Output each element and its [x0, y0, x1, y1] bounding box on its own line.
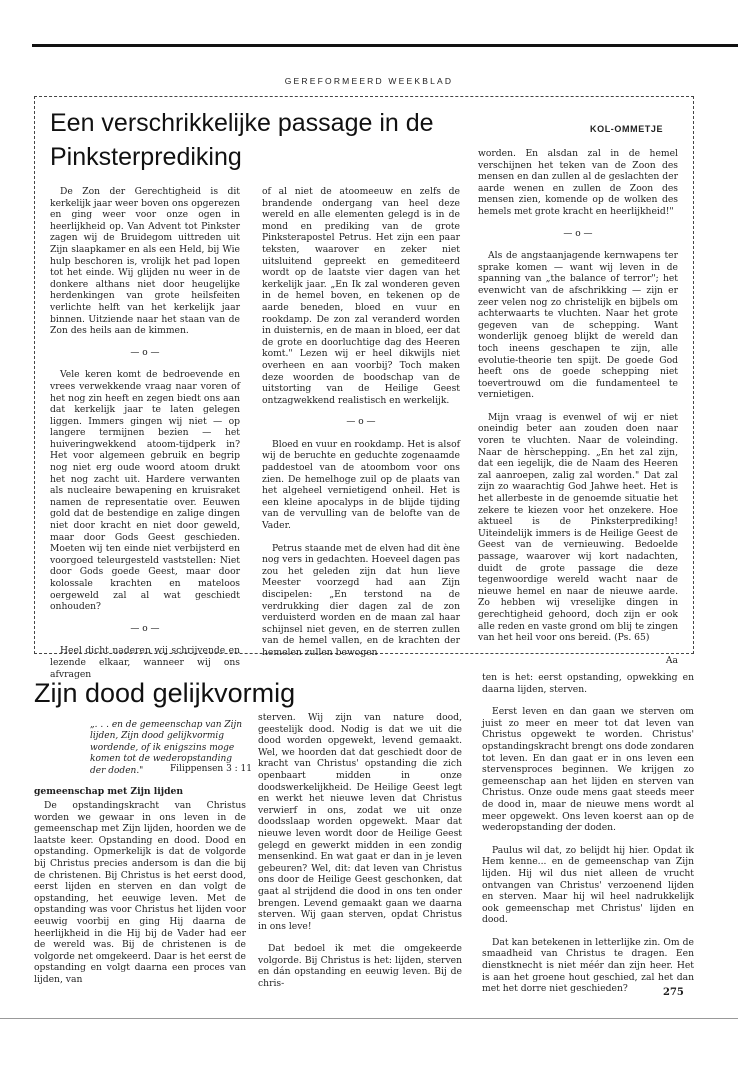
- bottom-rule: [0, 1018, 738, 1019]
- separator: — o —: [563, 228, 593, 239]
- bible-quote: „. . . en de gemeenschap van Zijn lijden, Zijn dood gelijkvormig wordende, of ik enigszins moge komen tot de wederopstanding der doden.": [90, 720, 243, 776]
- paragraph: Als de angstaanjagende kernwapens ter sprake komen — want wij leven in de spanning van „the balance of terror"; het evenwicht van de afschrikking — zijn er zeer velen nog zo christelijk en bijbels om achterwaarts te vluchten. Naar het grote gegeven van de schepping. Want wonderlijk genoeg blijkt de wereld dan toch ineens geschapen te zijn, alle evolutie-theorie ten spijt. De goede God heeft ons de goede schepping niet toevertrouwd om die fundamenteel te vernietigen.: [478, 250, 678, 401]
- running-header: GEREFORMEERD WEEKBLAD: [284, 76, 454, 86]
- article1-column-1: [50, 186, 240, 691]
- article1-column-3: [478, 148, 678, 666]
- separator: — o —: [130, 623, 160, 634]
- paragraph: Dat bedoel ik met die omgekeerde volgorde. Bij Christus is het: lijden, sterven en dán opstanding en eeuwig leven. Bij de chris-: [258, 943, 462, 990]
- paragraph: Heel dicht naderen wij schrijvende en lezende elkaar, wanneer wij ons afvragen: [50, 645, 240, 680]
- signature: Aa: [665, 654, 678, 666]
- top-rule: [32, 44, 738, 47]
- separator: — o —: [346, 417, 376, 428]
- paragraph: Dat kan betekenen in letterlijke zin. Om de smaadheid van Christus te dragen. Een dienstknecht is niet méér dan zijn heer. Het is aan het groene hout geschied, zal het dan met het dorre niet geschieden?: [482, 936, 694, 995]
- article-title: Een verschrikkelijke passage in de Pinksterprediking: [50, 109, 434, 171]
- bible-reference: Filippensen 3 : 11: [169, 764, 252, 774]
- separator: — o —: [130, 347, 160, 358]
- paragraph: worden. En alsdan zal in de hemel verschijnen het teken van de Zoon des mensen en dan zullen al de geslachten der aarde wenen en zullen de Zoon des mensen zien, komende op de wolken des hemels met grote kracht en heerlijkheid!": [478, 148, 678, 217]
- article2-column-3: [482, 672, 694, 1006]
- paragraph: Paulus wil dat, zo belijdt hij hier. Opdat ik Hem kenne... en de gemeenschap van Zijn lijden. Hij wil dus niet alleen de vrucht ontvangen van Christus' verzoenend lijden en sterven. Maar hij wil heel nadrukkelijk ook gemeenschap met Christus' lijden en dood.: [482, 844, 694, 926]
- paragraph: Eerst leven en dan gaan we sterven om juist zo meer en meer tot dat leven van Christus opgewekt te worden. Christus' opstandingskracht brengt ons dode zondaren tot leven. En dan gaat er in ons leven een stervensproces beginnen. We krijgen zo gemeenschap aan het lijden en sterven van Christus. Onze oude mens gaat steeds meer de dood in, maar de nieuwe mens wordt al meer opgewekt. Ons leven koerst aan op de wederopstanding der doden.: [482, 706, 694, 834]
- paragraph: sterven. Wij zijn van nature dood, geestelijk dood. Nodig is dat we uit die dood worden opgewekt, levend gemaakt. Wel, we hoorden dat dat geschiedt door de kracht van Christus' opstanding die zich openbaart midden in onze doodswerkelijkheid. De Heilige Geest legt en werkt het nieuwe leven dat Christus verwierf in ons, zodat we uit onze doodsslaap worden opgewekt. Maar dat nieuwe leven wordt door de Heilige Geest gelegd en gewerkt midden in een zondig mensenkind. En wat gaat er dan in je leven gebeuren? Wel, dit: dat leven van Christus ons door de Heilige Geest geschonken, dat gaat al strijdend die dood in ons ten onder brengen. Levend gemaakt gaan we daarna sterven. Wij gaan sterven, opdat Christus in ons leve!: [258, 712, 462, 932]
- paragraph: De opstandingskracht van Christus worden we gewaar in ons leven in de gemeenschap met Zijn lijden, hoorden we de laatste keer. Opstanding en dood. Dood en opstanding. Opmerkelijk is dat de volgorde bij Christus precies andersom is dan die bij de christenen. Bij Christus is het eerst dood, eerst lijden en sterven en dan volgt de opstanding, het eeuwige leven. Met de opstanding was voor Christus het lijden voor eeuwig voorbij en ging Hij daarna de heerlijkheid in die Hij bij de Vader had eer de wereld was. Bij de christenen is de volgorde net omgekeerd. Daar is het eerst de opstanding en volgt daarna een proces van lijden, van: [34, 800, 246, 985]
- paragraph: Bloed en vuur en rookdamp. Het is alsof wij de beruchte en geduchte zogenaamde paddestoel van de atoombom voor ons zien. De hemelhoge zuil op de plaats van het algeheel vernietigend onheil. Het is een kleine apocalyps in de blijde tijding van de vervulling van de belofte van de Vader.: [262, 438, 460, 532]
- subheading: gemeenschap met Zijn lijden: [34, 786, 184, 797]
- paragraph: Mijn vraag is evenwel of wij er niet oneindig beter aan zouden doen naar voren te vluchten. Naar de voleinding. Naar de hèrschepping. „En het zal zijn, dat een iegelijk, die de Naam des Heeren zal aanroepen, zalig zal worden." Dat zal zijn zo waarachtig God Jahwe heet. Het is het allerbeste in de genoemde situatie het zekere te kiezen voor het onzekere. Hoe aktueel is de Pinksterprediking! Uiteindelijk immers is de Heilige Geest de Geest van de vernieuwing. Bedoelde passage, waarover wij kort nadachten, duidt de grote passage die deze tegenwoordige wereld wacht naar de nieuwe hemel en naar de nieuwe aarde. Zo hebben wij vreselijke dingen in gerechtigheid gehoord, doch zijn er ook alle reden en vaste grond om blij te zingen van het heil voor ons bereid. (Ps. 65): [478, 411, 678, 644]
- paragraph: Petrus staande met de elven had dit ène nog vers in gedachten. Hoeveel dagen pas zou het geleden zijn dat hun lieve Meester voorzegd had aan Zijn discipelen: „En terstond na de verdrukking dier dagen zal de zon verduisterd worden en de maan zal haar schijnsel niet geven, en de sterren zullen van de hemel vallen, en de krachten der hemelen zullen bewogen: [262, 542, 460, 658]
- paragraph: De Zon der Gerechtigheid is dit kerkelijk jaar weer boven ons opgerezen en ging weer voor onze ogen in heerlijkheid op. Van Advent tot Pinkster zagen wij de Bruidegom uittreden uit Zijn slaapkamer en als een Held, bij Wie hulp beschoren is, vrolijk het pad lopen tot het einde. Wij glijden nu weer in de donkere althans niet door heugelijke herdenkingen van grote heilsfeiten verlichte helft van het kerkelijk jaar binnen. Uitziende naar het staan van de Zon des heils aan de kimmen.: [50, 186, 240, 337]
- paragraph: ten is het: eerst opstanding, opwekking en daarna lijden, sterven.: [482, 672, 694, 695]
- article2-column-2: [258, 712, 462, 1001]
- paragraph: Vele keren komt de bedroevende en vrees verwekkende vraag naar voren of het nog zin heeft en zegen biedt ons aan dat kerkelijk jaar te laten gelegen liggen. Immers gingen wij niet — op langere termijnen bezien — het huiveringwekkend atoom-tijdperk in? Het voor algemeen gebruik en begrip nog niet erg oude woord atoom drukt het nog zacht uit. Hardere verwanten als nucleaire bewapening en kruisraket namen de representatie over. Eeuwen gold dat de bestendige en zalige dingen niet door kracht en niet door geweld, maar door Gods Geest geschieden. Moeten wij ten einde niet verbijsterd en voorgoed teleurgesteld vaststellen: Niet door Gods goede Geest, maar door kolossale krachten en mateloos oergeweld zal al wat geschiedt onhouden?: [50, 369, 240, 613]
- article1-column-2: [262, 186, 460, 670]
- column-label: KOL-OMMETJE: [590, 124, 664, 134]
- article2-title: Zijn dood gelijkvormig: [34, 678, 296, 708]
- article2-column-1: [34, 800, 246, 997]
- page-number: 275: [663, 987, 684, 998]
- paragraph: of al niet de atoomeeuw en zelfs de brandende ondergang van heel deze wereld en alle elementen gelegd is in de mond en prediking van de grote Pinksterapostel Petrus. Het zijn een paar teksten, waarover en zeker niet uitsluitend gepreekt en gemediteerd wordt op de laatste vier dagen van het kerkelijk jaar. „En Ik zal wonderen geven in de hemel boven, en tekenen op de aarde beneden, bloed en vuur en rookdamp. De zon zal veranderd worden in duisternis, en de maan in bloed, eer dat de grote en doorluchtige dag des Heeren komt." Lezen wij er heel dikwijls niet overheen en aan voorbij? Toch maken deze woorden de boodschap van de uitstorting van de Heilige Geest ontzagwekkend realistisch en werkelijk.: [262, 186, 460, 406]
